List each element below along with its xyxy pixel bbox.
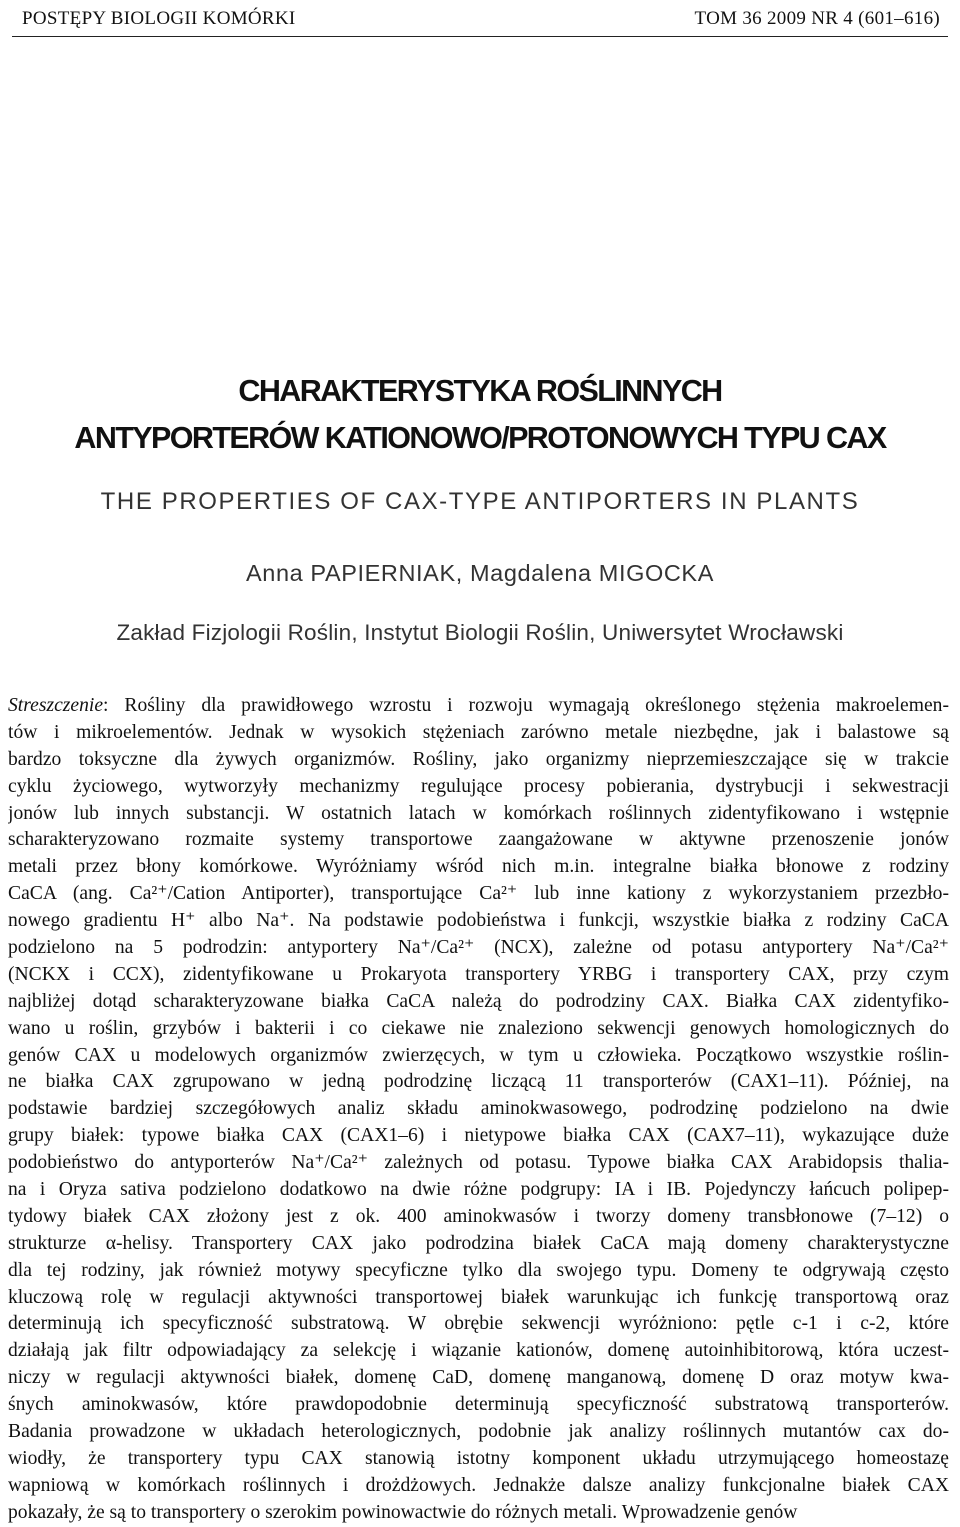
abstract-line <box>8 693 949 720</box>
article-title <box>0 368 960 462</box>
abstract-line: strukturze α-helisy. Transportery CAX jako podrodzina białek CaCA mają domeny charakterystyczne <box>8 1232 949 1254</box>
abstract-line: cyklu życiowego, wytworzyły mechanizmy regulujące procesy pobierania, dystrybucji i sekwestracji <box>8 775 949 797</box>
abstract-line: podobieństwo do antyporterów Na⁺/Ca²⁺ zależnych od potasu. Typowe białka CAX Arabidopsis thalia- <box>8 1152 949 1174</box>
abstract-line: pokazały, że są to transportery o szerokim powinowactwie do różnych metali. Wprowadzenie genów <box>8 1501 798 1523</box>
abstract-line-text: : Rośliny dla prawidłowego wzrostu i rozwoju wymagają określonego stężenia makroelemen- <box>103 695 949 716</box>
abstract-line: wiodły, że transportery typu CAX stanowią istotny komponent układu utrzymującego homeostazę <box>8 1447 949 1469</box>
authors: Anna PAPIERNIAK, Magdalena MIGOCKA <box>246 560 714 586</box>
header-rule <box>12 36 948 37</box>
abstract-line: nowego gradientu H⁺ albo Na⁺. Na podstawie podobieństwa i funkcji, wszystkie białka z rodziny CaCA <box>8 910 949 932</box>
abstract-line: bardzo toksyczne dla żywych organizmów. Rośliny, jako organizmy nieprzemieszczające się w trakcie <box>8 748 949 770</box>
abstract <box>8 693 949 1527</box>
running-header <box>22 4 940 34</box>
abstract-label: Streszczenie <box>8 695 104 716</box>
abstract-line: działają jak filtr odpowiadający za selekcję i wiązanie kationów, domenę autoinhibitorową, która uczest- <box>8 1340 949 1362</box>
abstract-line: podzielono na 5 podrodzin: antyportery Na⁺/Ca²⁺ (NCX), zależne od potasu antyportery Na⁺/Ca²⁺ <box>8 937 949 959</box>
english-title: THE PROPERTIES OF CAX-TYPE ANTIPORTERS IN PLANTS <box>100 488 860 515</box>
abstract-line: wapniową w komórkach roślinnych i drożdżowych. Jednakże dalsze analizy funkcjonalne białek CAX <box>8 1474 949 1496</box>
abstract-line: scharakteryzowano rozmaite systemy transportowe zaangażowane w aktywne przenoszenie jonów <box>8 829 949 851</box>
volume-info: TOM 36 2009 NR 4 (601–616) <box>694 8 940 29</box>
affiliation: Zakład Fizjologii Roślin, Instytut Biologii Roślin, Uniwersytet Wrocławski <box>116 620 844 645</box>
abstract-line: CaCA (ang. Ca²⁺/Cation Antiporter), transportujące Ca²⁺ lub inne kationy z wykorzystaniem przezbło- <box>8 883 949 905</box>
abstract-line: (NCKX i CCX), zidentyfikowane u Prokaryota transportery YRBG i transportery CAX, przy czym <box>8 963 949 985</box>
abstract-line: na i Oryza sativa podzielono dodatkowo na dwie różne podgrupy: IA i IB. Pojedynczy łańcuch polipep- <box>8 1179 949 1201</box>
abstract-line: dla tej rodziny, jak również motywy specyficzne tylko dla swojego typu. Domeny te odgrywają często <box>8 1259 949 1281</box>
abstract-line: kluczową rolę w regulacji aktywności transportowej białek warunkując ich funkcję transportową oraz <box>8 1286 949 1308</box>
title-line: CHARAKTERYSTYKA ROŚLINNYCH <box>238 374 722 408</box>
abstract-line: wano u roślin, grzybów i bakterii i co ciekawe nie znaleziono sekwencji genowych homologicznych do <box>8 1017 949 1039</box>
abstract-line: jonów lub innych substancji. W ostatnich latach w komórkach roślinnych zidentyfikowano i wstępnie <box>8 802 949 824</box>
abstract-line: niczy w regulacji aktywności białek, domenę CaD, domenę manganową, domenę D oraz motyw kwa- <box>8 1367 949 1389</box>
abstract-line: determinują ich specyficzność substratową. W obrębie sekwencji wyróżniono: pętle c-1 i c-2, które <box>8 1313 949 1335</box>
title-line: ANTYPORTERÓW KATIONOWO/PROTONOWYCH TYPU CAX <box>74 421 886 455</box>
abstract-line: śnych aminokwasów, które prawdopodobnie determinują specyficzność substratową transporterów. <box>8 1394 949 1416</box>
abstract-line: ne białka CAX zgrupowano w jedną podrodzinę liczącą 11 transporterów (CAX1–11). Później, na <box>8 1071 949 1093</box>
abstract-line: grupy białek: typowe białka CAX (CAX1–6) i nietypowe białka CAX (CAX7–11), wykazujące duże <box>8 1125 949 1147</box>
abstract-line: podstawie bardziej szczegółowych analiz składu aminokwasowego, podrodzinę podzielono na dwie <box>8 1098 949 1120</box>
abstract-line: tów i mikroelementów. Jednak w wysokich stężeniach zarówno metale niezbędne, jak i balastowe są <box>8 721 949 743</box>
journal-name: POSTĘPY BIOLOGII KOMÓRKI <box>22 8 296 29</box>
abstract-line: tydowy białek CAX złożony jest z ok. 400 aminokwasów i tworzy domeny transbłonowe (7–12) o <box>8 1205 949 1227</box>
abstract-line: metali przez błony komórkowe. Wyróżniamy wśród nich m.in. integralne białka błonowe z rodziny <box>8 856 949 878</box>
abstract-line: najbliżej dotąd scharakteryzowane białka CaCA należą do podrodziny CAX. Białka CAX zidentyfiko- <box>8 990 949 1012</box>
abstract-line: genów CAX u modelowych organizmów zwierzęcych, w tym u człowieka. Początkowo wszystkie roślin- <box>8 1044 949 1066</box>
abstract-line: Badania prowadzone w układach heterologicznych, podobnie jak analizy roślinnych mutantów cax do- <box>8 1421 949 1443</box>
